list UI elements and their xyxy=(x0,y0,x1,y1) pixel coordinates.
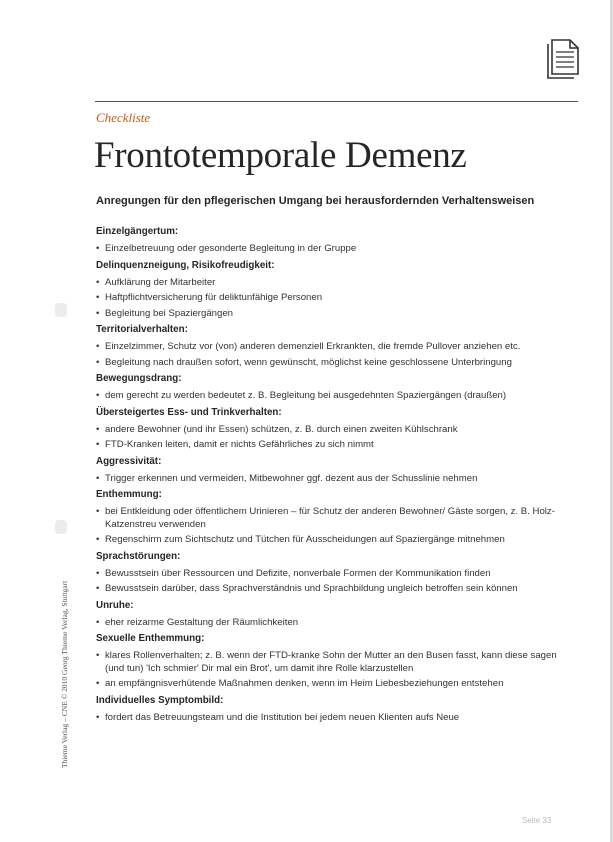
list-item: • Aufklärung der Mitarbeiter xyxy=(96,277,562,290)
checklist-section xyxy=(96,631,562,691)
list-item: • Bewusstsein darüber, dass Sprachverständnis und Sprachbildung ungleich betroffen sein können xyxy=(96,583,562,596)
list-item: • Haftpflichtversicherung für deliktunfähige Personen xyxy=(96,292,562,305)
page-subtitle: Anregungen für den pflegerischen Umgang bei herausfordernden Verhaltensweisen xyxy=(96,195,535,207)
bullet-list xyxy=(96,390,562,403)
list-item: • eher reizarme Gestaltung der Räumlichkeiten xyxy=(96,617,562,630)
checklist-section xyxy=(96,405,562,452)
section-heading: Enthemmung: xyxy=(96,489,162,500)
list-item: • andere Bewohner (und ihr Essen) schützen, z. B. durch einen zweiten Kühlschrank xyxy=(96,424,562,437)
document-stack-icon xyxy=(544,34,580,80)
bullet-list xyxy=(96,473,562,486)
list-item: • Bewusstsein über Ressourcen und Defizite, nonverbale Formen der Kommunikation finden xyxy=(96,568,562,581)
section-heading: Übersteigertes Ess- und Trinkverhalten: xyxy=(96,406,282,418)
bullet-list xyxy=(96,341,562,369)
checklist-section xyxy=(96,487,562,547)
checklist-section xyxy=(96,371,562,403)
section-heading: Einzelgängertum: xyxy=(96,226,179,237)
bullet-list xyxy=(96,277,562,321)
list-item: • Einzelzimmer, Schutz vor (von) anderen demenziell Erkrankten, die fremde Pullover anziehen etc. xyxy=(96,341,562,354)
section-heading: Individuelles Symptombild: xyxy=(96,694,224,706)
bullet-list xyxy=(96,617,562,630)
list-item: • FTD-Kranken leiten, damit er nichts Gefährliches zu sich nimmt xyxy=(96,439,562,452)
page-title: Frontotemporale Demenz xyxy=(94,135,467,176)
section-heading: Sexuelle Enthemmung: xyxy=(96,633,205,644)
section-heading: Territorialverhalten: xyxy=(96,324,188,335)
section-heading: Delinquenzneigung, Risikofreudigkeit: xyxy=(96,259,275,271)
list-item: • an empfängnisverhütende Maßnahmen denken, wenn im Heim Liebesbeziehungen entstehen xyxy=(96,678,562,691)
scan-mark xyxy=(55,520,67,534)
section-heading: Aggressivität: xyxy=(96,455,162,467)
header-rule xyxy=(95,101,578,102)
list-item: • Regenschirm zum Sichtschutz und Tütchen für Ausscheidungen auf Spaziergänge mitnehmen xyxy=(96,534,562,547)
checklist-section xyxy=(96,322,562,369)
checklist-label: Checkliste xyxy=(96,110,151,125)
bullet-list xyxy=(96,712,562,725)
list-item: • Einzelbetreuung oder gesonderte Begleitung in der Gruppe xyxy=(96,243,562,256)
checklist-section xyxy=(96,598,562,630)
checklist-section xyxy=(96,224,562,256)
side-credit: Thieme Verlag – CNE © 2010 Georg Thieme Verlag, Stuttgart xyxy=(60,580,69,768)
bullet-list xyxy=(96,424,562,452)
list-item: • Begleitung nach draußen sofort, wenn gewünscht, möglichst keine geschlossene Unterbringung xyxy=(96,357,562,370)
section-heading: Bewegungsdrang: xyxy=(96,373,182,384)
list-item: • Begleitung bei Spaziergängen xyxy=(96,308,562,321)
list-item: • dem gerecht zu werden bedeutet z. B. Begleitung bei ausgedehnten Spaziergängen (draußen) xyxy=(96,390,562,403)
checklist-content xyxy=(96,224,562,726)
list-item: • klares Rollenverhalten; z. B. wenn der FTD-kranke Sohn der Mutter an den Busen fasst, kann diese sagen (und tun) 'Ich schmier' Dir mal ein Brot', um damit ihre Rolle klarzustellen xyxy=(96,650,562,675)
bullet-list xyxy=(96,650,562,691)
list-item: • Trigger erkennen und vermeiden, Mitbewohner ggf. dezent aus der Schusslinie nehmen xyxy=(96,473,562,486)
checklist-section xyxy=(96,693,562,725)
list-item: • bei Entkleidung oder öffentlichem Urinieren – für Schutz der anderen Bewohner/ Gäste sorgen, z. B. Holz-Katzenstreu verwenden xyxy=(96,506,562,531)
checklist-section xyxy=(96,549,562,596)
section-heading: Unruhe: xyxy=(96,599,134,611)
checklist-section xyxy=(96,258,562,321)
bullet-list xyxy=(96,506,562,547)
bullet-list xyxy=(96,243,562,256)
checklist-section xyxy=(96,454,562,486)
scan-mark xyxy=(55,303,67,317)
list-item: • fordert das Betreuungsteam und die Institution bei jedem neuen Klienten aufs Neue xyxy=(96,712,562,725)
bullet-list xyxy=(96,568,562,596)
section-heading: Sprachstörungen: xyxy=(96,550,181,562)
page-footer: Seite 33 xyxy=(522,816,552,825)
